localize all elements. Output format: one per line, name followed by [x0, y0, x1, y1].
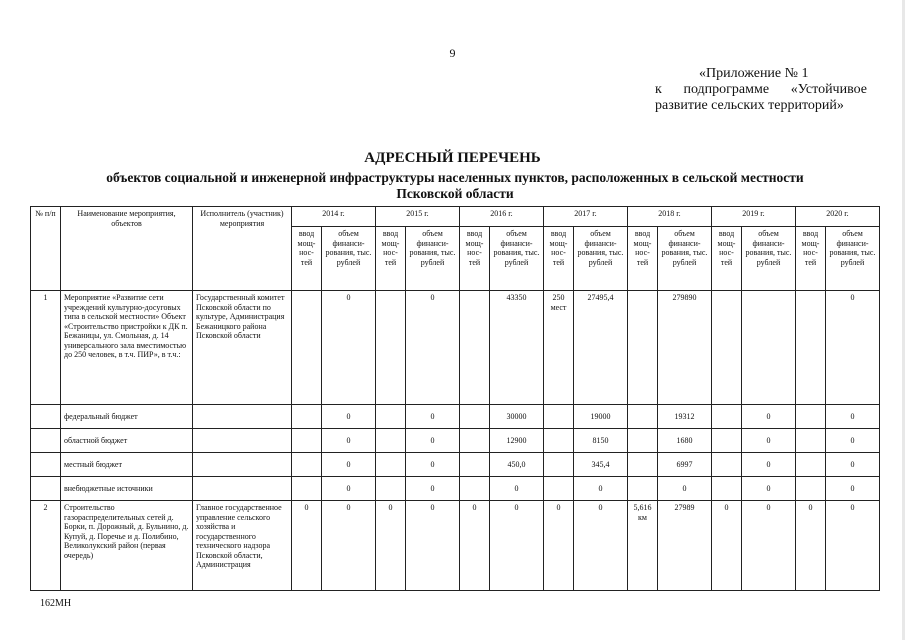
- row-name: Мероприятие «Развитие сети учреждений культурно-досуговых типа в сельской местности» Объект «Строительство пристройки к ДК п. Бежаницы, ул. Смольная, д. 14 универсального зала вместимостью до 250 человек, в т.ч. ПИР», в т.ч.:: [61, 291, 193, 405]
- cell: [292, 405, 322, 429]
- cell: [628, 429, 658, 453]
- cell: 0: [322, 429, 376, 453]
- cell: 0: [796, 501, 826, 591]
- subtitle-line-2: Псковской области: [396, 185, 514, 201]
- cell: 0: [490, 477, 544, 501]
- header-input: ввод мощ-нос-тей: [712, 227, 742, 291]
- cell: 0: [742, 477, 796, 501]
- cell: [460, 429, 490, 453]
- cell: 0: [826, 477, 880, 501]
- row-number: [31, 429, 61, 453]
- cell: [376, 453, 406, 477]
- cell: 0: [826, 501, 880, 591]
- row-executor: Государственный комитет Псковской области по культуре, Администрация Бежаницкого района Псковской области: [193, 291, 292, 405]
- cell: 5,616 км: [628, 501, 658, 591]
- cell: [628, 405, 658, 429]
- cell: 345,4: [574, 453, 628, 477]
- header-input: ввод мощ-нос-тей: [628, 227, 658, 291]
- cell: [460, 453, 490, 477]
- cell: 43350: [490, 291, 544, 405]
- cell: 0: [742, 405, 796, 429]
- subtitle-line-1: объектов социальной и инженерной инфраструктуры населенных пунктов, расположенных в сельской местности: [106, 170, 804, 185]
- cell: [712, 477, 742, 501]
- table-row: [31, 501, 880, 591]
- header-executor: Исполнитель (участник) мероприятия: [193, 207, 292, 291]
- cell: [460, 291, 490, 405]
- header-finance: объем финанси-рования, тыс. рублей: [574, 227, 628, 291]
- document-title: АДРЕСНЫЙ ПЕРЕЧЕНЬ: [364, 150, 541, 166]
- header-input: ввод мощ-нос-тей: [292, 227, 322, 291]
- cell: [796, 429, 826, 453]
- cell: [796, 477, 826, 501]
- cell: 250 мест: [544, 291, 574, 405]
- page-number: 9: [449, 46, 456, 60]
- cell: [628, 453, 658, 477]
- cell: [292, 429, 322, 453]
- cell: 0: [406, 501, 460, 591]
- header-year: 2020 г.: [796, 207, 880, 227]
- cell: 0: [826, 291, 880, 405]
- cell: 0: [376, 501, 406, 591]
- header-finance: объем финанси-рования, тыс. рублей: [490, 227, 544, 291]
- row-number: [31, 477, 61, 501]
- row-name: федеральный бюджет: [61, 405, 193, 429]
- header-year: 2015 г.: [376, 207, 460, 227]
- header-finance: объем финанси-рования, тыс. рублей: [742, 227, 796, 291]
- cell: [628, 477, 658, 501]
- cell: 0: [574, 501, 628, 591]
- cell: 0: [322, 453, 376, 477]
- cell: 0: [406, 405, 460, 429]
- header-finance: объем финанси-рования, тыс. рублей: [826, 227, 880, 291]
- header-year: 2019 г.: [712, 207, 796, 227]
- cell: [796, 291, 826, 405]
- cell: 1680: [658, 429, 712, 453]
- header-input: ввод мощ-нос-тей: [376, 227, 406, 291]
- cell: 0: [322, 501, 376, 591]
- cell: [292, 291, 322, 405]
- appendix-line-2: к подпрограмме «Устойчивое: [655, 82, 867, 97]
- cell: [712, 405, 742, 429]
- cell: 0: [406, 453, 460, 477]
- appendix-note: [655, 66, 867, 114]
- header-year: 2014 г.: [292, 207, 376, 227]
- cell: 0: [742, 429, 796, 453]
- row-executor: [193, 477, 292, 501]
- cell: [712, 429, 742, 453]
- header-finance: объем финанси-рования, тыс. рублей: [322, 227, 376, 291]
- row-number: [31, 405, 61, 429]
- document-code: 162МН: [40, 598, 72, 609]
- header-name: Наименование мероприятия, объектов: [61, 207, 193, 291]
- cell: [742, 291, 796, 405]
- cell: [292, 453, 322, 477]
- row-name: Строительство газораспределительных сетей д. Борки, п. Дорожный, д. Бульнино, д. Купуй, д. Поречье и д. Полибино, Великолукский район (первая очередь): [61, 501, 193, 591]
- cell: [376, 429, 406, 453]
- cell: [376, 405, 406, 429]
- cell: [712, 453, 742, 477]
- cell: 0: [490, 501, 544, 591]
- cell: 0: [406, 429, 460, 453]
- cell: 279890: [658, 291, 712, 405]
- cell: 0: [742, 453, 796, 477]
- cell: 19312: [658, 405, 712, 429]
- cell: [796, 453, 826, 477]
- table-row: [31, 429, 880, 453]
- cell: 0: [826, 453, 880, 477]
- table-row: [31, 477, 880, 501]
- cell: 6997: [658, 453, 712, 477]
- cell: 0: [712, 501, 742, 591]
- cell: [376, 291, 406, 405]
- header-input: ввод мощ-нос-тей: [460, 227, 490, 291]
- row-executor: [193, 453, 292, 477]
- cell: 0: [322, 477, 376, 501]
- row-name: внебюджетные источники: [61, 477, 193, 501]
- cell: 0: [406, 477, 460, 501]
- appendix-line-1: «Приложение № 1: [699, 66, 809, 81]
- header-finance: объем финанси-рования, тыс. рублей: [406, 227, 460, 291]
- row-executor: [193, 405, 292, 429]
- cell: [376, 477, 406, 501]
- row-number: [31, 453, 61, 477]
- cell: 0: [826, 429, 880, 453]
- row-number: 1: [31, 291, 61, 405]
- header-year: 2016 г.: [460, 207, 544, 227]
- header-year: 2017 г.: [544, 207, 628, 227]
- row-name: местный бюджет: [61, 453, 193, 477]
- cell: 0: [826, 405, 880, 429]
- row-executor: Главное государственное управление сельского хозяйства и государственного технического надзора Псковской области, Администрация: [193, 501, 292, 591]
- cell: 0: [322, 405, 376, 429]
- cell: [460, 405, 490, 429]
- cell: [544, 453, 574, 477]
- header-input: ввод мощ-нос-тей: [796, 227, 826, 291]
- cell: [460, 477, 490, 501]
- table-row: [31, 291, 880, 405]
- cell: 8150: [574, 429, 628, 453]
- cell: 12900: [490, 429, 544, 453]
- row-name: областной бюджет: [61, 429, 193, 453]
- cell: 0: [544, 501, 574, 591]
- cell: 30000: [490, 405, 544, 429]
- cell: 0: [658, 477, 712, 501]
- header-input: ввод мощ-нос-тей: [544, 227, 574, 291]
- document-subtitle: [40, 170, 870, 201]
- table-row: [31, 405, 880, 429]
- cell: [544, 405, 574, 429]
- header-number: № п/п: [31, 207, 61, 291]
- header-finance: объем финанси-рования, тыс. рублей: [658, 227, 712, 291]
- cell: [628, 291, 658, 405]
- cell: 450,0: [490, 453, 544, 477]
- table-row: [31, 453, 880, 477]
- cell: 19000: [574, 405, 628, 429]
- cell: 0: [292, 501, 322, 591]
- cell: [712, 291, 742, 405]
- cell: 27495,4: [574, 291, 628, 405]
- address-list-table: [30, 206, 880, 591]
- cell: [796, 405, 826, 429]
- cell: [544, 429, 574, 453]
- cell: 0: [460, 501, 490, 591]
- cell: 0: [742, 501, 796, 591]
- row-executor: [193, 429, 292, 453]
- cell: 0: [322, 291, 376, 405]
- cell: [292, 477, 322, 501]
- cell: 0: [574, 477, 628, 501]
- header-year: 2018 г.: [628, 207, 712, 227]
- row-number: 2: [31, 501, 61, 591]
- cell: 0: [406, 291, 460, 405]
- cell: 27989: [658, 501, 712, 591]
- appendix-line-3: развитие сельских территорий»: [655, 98, 844, 113]
- cell: [544, 477, 574, 501]
